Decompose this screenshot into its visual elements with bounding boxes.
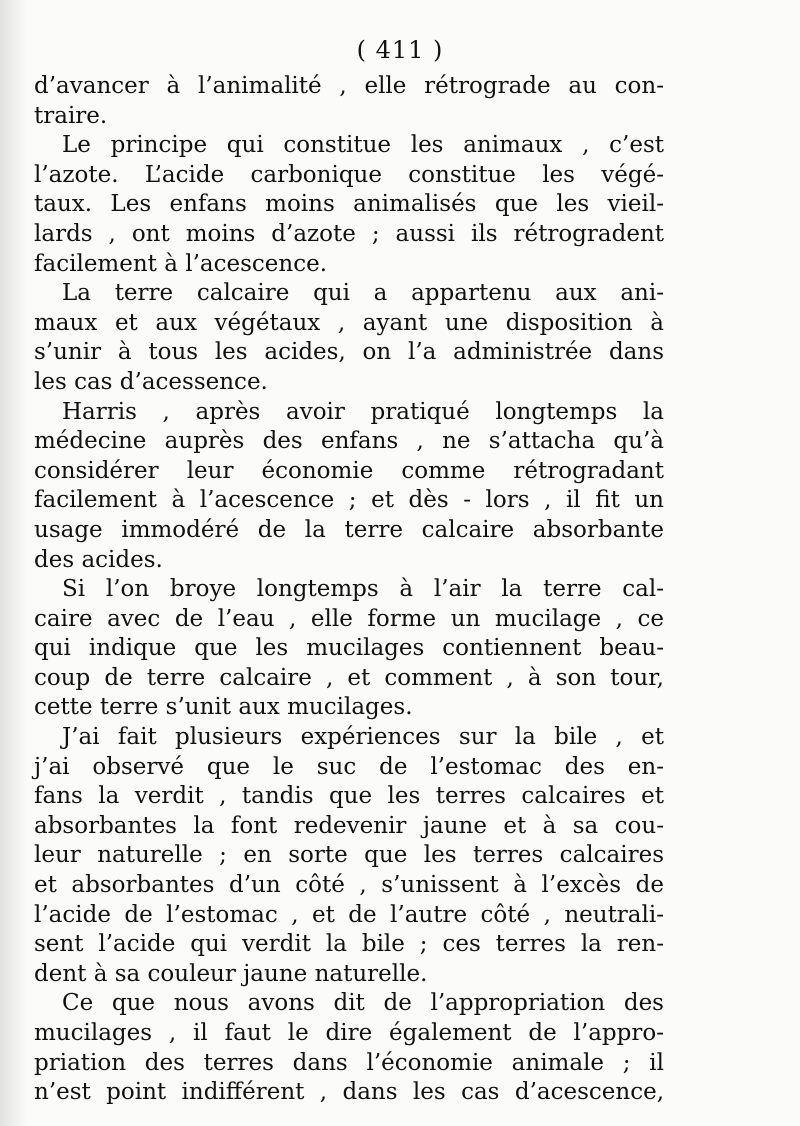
text-line: J’ai fait plusieurs expériences sur la bile , et [62,724,664,751]
paragraph [34,723,664,989]
text-line: d’avancer à l’animalité , elle rétrograde au con- [34,73,664,99]
text-line: traire. [34,102,108,129]
text-line: priation des terres dans l’économie animale ; il [34,1049,664,1076]
text-line: cette terre s’unit aux mucilages. [34,694,413,721]
text-line: fans la verdit , tandis que les terres calcaires et [34,783,664,810]
paragraph [34,279,664,397]
text-line: Ce que nous avons dit de l’appropriation des [62,990,664,1017]
paragraph [34,575,664,723]
page-number: ( 411 ) [356,36,444,64]
paragraph [34,398,664,576]
text-line: Si l’on broye longtemps à l’air la terre cal- [62,576,664,603]
page-gutter-shadow [0,0,28,1126]
text-line: n’est point indifférent , dans les cas d’acescence, [34,1079,664,1106]
text-line: des acides. [34,546,163,573]
text-line: lards , ont moins d’azote ; aussi ils rétrogradent [34,220,664,247]
text-line: les cas d’acessence. [34,368,268,395]
text-line: dent à sa couleur jaune naturelle. [34,960,428,987]
text-line: l’azote. L’acide carbonique constitue les végé- [34,161,664,188]
text-line: facilement à l’acescence. [34,250,328,277]
text-line: Harris , après avoir pratiqué longtemps la [62,398,664,425]
text-line: facilement à l’acescence ; et dès - lors , il fit un [34,487,664,514]
text-line: absorbantes la font redevenir jaune et à sa cou- [34,812,664,839]
paragraph [34,72,664,131]
paragraph [34,989,664,1107]
text-line: considérer leur économie comme rétrogradant [34,457,664,484]
text-line: j’ai observé que le suc de l’estomac des en- [34,753,664,780]
text-line: caire avec de l’eau , elle forme un mucilage , ce [34,605,664,632]
text-line: et absorbantes d’un côté , s’unissent à l’excès de [34,872,664,899]
text-line: l’acide de l’estomac , et de l’autre côté , neutrali- [34,901,664,928]
text-line: qui indique que les mucilages contiennent beau- [34,635,664,662]
text-line: Le principe qui constitue les animaux , c’est [62,132,664,159]
text-line: médecine auprès des enfans , ne s’attacha qu’à [34,428,664,455]
text-line: La terre calcaire qui a appartenu aux ani- [62,280,664,307]
text-line: usage immodéré de la terre calcaire absorbante [34,516,664,543]
body-text [34,72,664,1108]
text-line: maux et aux végétaux , ayant une disposition à [34,309,664,336]
paragraph [34,131,664,279]
text-line: s’unir à tous les acides, on l’a administrée dans [34,339,664,366]
text-line: sent l’acide qui verdit la bile ; ces terres la ren- [34,931,664,958]
text-line: leur naturelle ; en sorte que les terres calcaires [34,842,664,869]
text-line: taux. Les enfans moins animalisés que les vieil- [34,191,664,218]
text-line: coup de terre calcaire , et comment , à son tour, [34,664,664,691]
text-line: mucilages , il faut le dire également de l’appro- [34,1020,664,1046]
